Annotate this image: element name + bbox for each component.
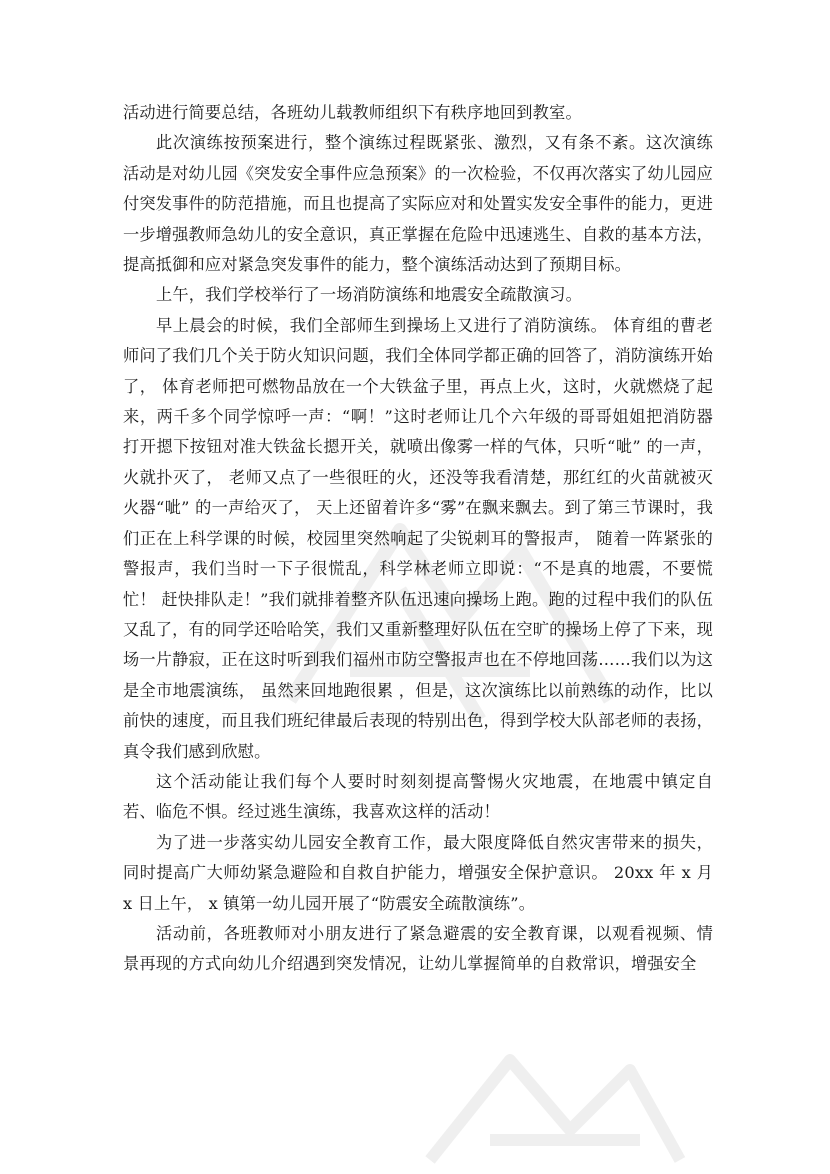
paragraph-3: 上午，我们学校举行了一场消防演练和地震安全疏散演习。 bbox=[156, 285, 583, 305]
paragraph-7: 活动前，各班教师对小朋友进行了紧急避震的安全教育课，以观看视频、情景再现的方式向幼儿介绍遇到突发情况，让幼儿掌握简单的自救常识，增强安全 bbox=[123, 923, 713, 974]
paragraph-2: 此次演练按预案进行，整个演练过程既紧张、激烈，又有条不紊。这次演练活动是对幼儿园《突发安全事件应急预案》的一次检验，不仅再次落实了幼儿园应付突发事件的防范措施，而且也提高了实际应对和处置实发安全事件的能力，更进一步增强教师急幼儿的安全意识，真正掌握在危险中迅速逃生、自救的基本方法，提高抵御和应对紧急突发事件的能力，整个演练活动达到了预期目标。 bbox=[123, 133, 713, 275]
paragraph-5: 这个活动能让我们每个人要时时刻刻提高警惕火灾地震，在地震中镇定自若、临危不惧。经过逃生演练，我喜欢这样的活动！ bbox=[123, 771, 713, 822]
paragraph-6: 为了进一步落实幼儿园安全教育工作，最大限度降低自然灾害带来的损失，同时提高广大师幼紧急避险和自救自护能力，增强安全保护意识。 20xx 年 x 月 x 日上午， x 镇第一幼儿园开展了“防震安全疏散演练”。 bbox=[123, 832, 713, 913]
document-body bbox=[123, 98, 713, 980]
paragraph-1: 活动进行简要总结，各班幼儿载教师组织下有秩序地回到教室。 bbox=[123, 103, 582, 122]
paragraph-4: 早上晨会的时候，我们全部师生到操场上又进行了消防演练。 体育组的曹老师问了我们几个关于防火知识问题，我们全体同学都正确的回答了，消防演练开始了， 体育老师把可燃物品放在一个大铁盆子里，再点上火，这时，火就燃烧了起来，两千多个同学惊呼一声：“啊！”这时老师让几个六年级的哥哥姐姐把消防器打开摁下按钮对准大铁盆长摁开关，就喷出像雾一样的气体，只听“呲” 的一声，火就扑灭了， 老师又点了一些很旺的火，还没等我看清楚，那红红的火苗就被灭火器“呲” 的一声给灭了， 天上还留着许多“雾”在飘来飘去。到了第三节课时，我们正在上科学课的时候，校园里突然响起了尖锐刺耳的警报声， 随着一阵紧张的警报声，我们当时一下子很慌乱，科学林老师立即说：“不是真的地震，不要慌忙！ 赶快排队走！”我们就排着整齐队伍迅速向操场上跑。跑的过程中我们的队伍又乱了，有的同学还哈哈笑，我们又重新整理好队伍在空旷的操场上停了下来，现场一片静寂，正在这时听到我们福州市防空警报声也在不停地回荡……我们以为这是全市地震演练， 虽然来回地跑很累 ，但是，这次演练比以前熟练的动作，比以前快的速度，而且我们班纪律最后表现的特别出色，得到学校大队部老师的表扬，真令我们感到欣慰。 bbox=[123, 315, 713, 761]
watermark-mark bbox=[400, 1040, 700, 1174]
